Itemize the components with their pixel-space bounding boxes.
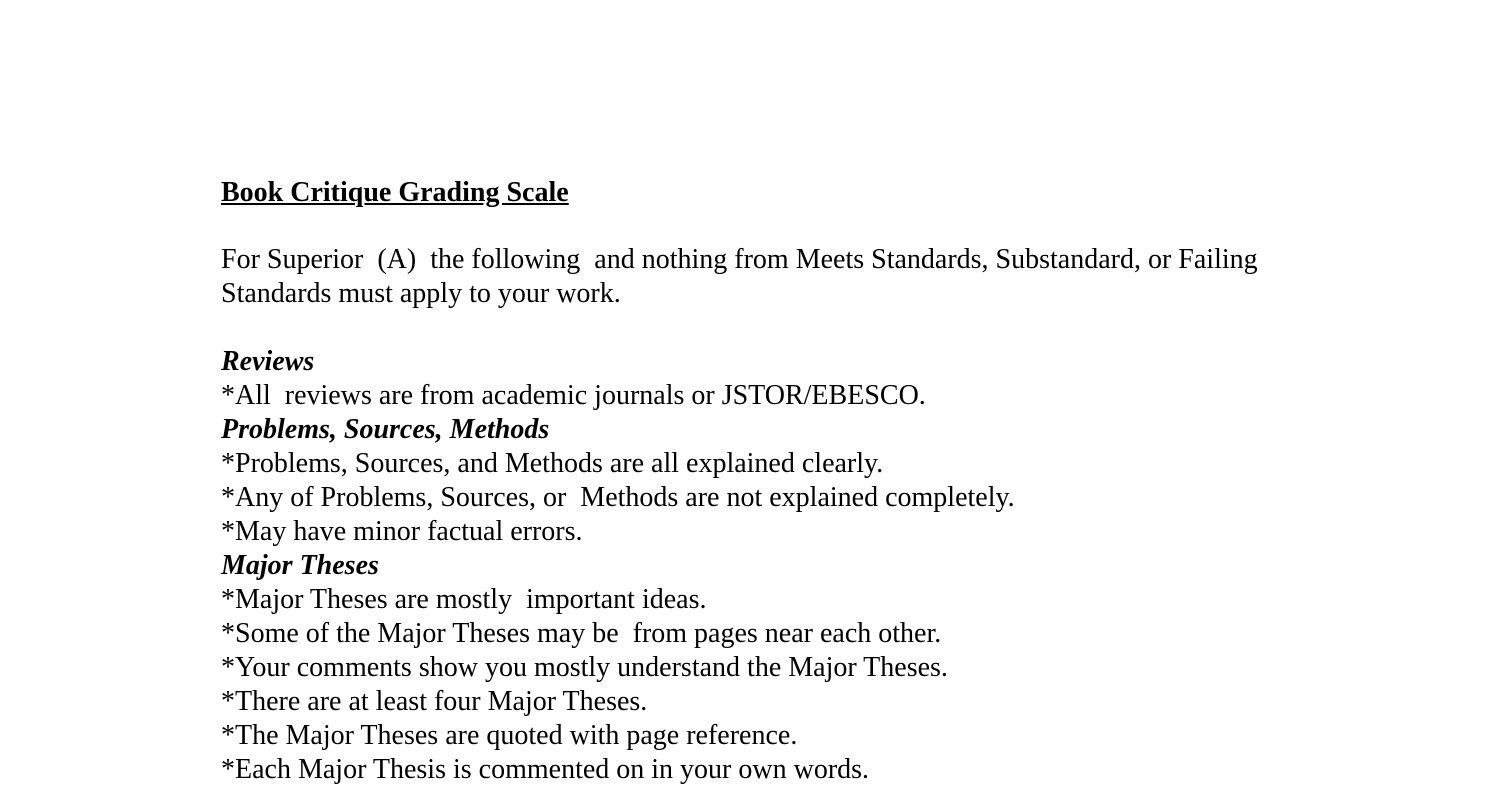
criteria-item: *Any of Problems, Sources, or Methods are not explained completely. bbox=[221, 482, 1015, 513]
criteria-item: *The Major Theses are quoted with page reference. bbox=[221, 720, 798, 751]
document-content bbox=[221, 176, 1341, 787]
section-problems-sources-methods bbox=[221, 413, 1341, 549]
criteria-item: *Problems, Sources, and Methods are all explained clearly. bbox=[221, 448, 884, 479]
criteria-item: *All reviews are from academic journals or JSTOR/EBESCO. bbox=[221, 380, 926, 411]
criteria-item: *Your comments show you mostly understand the Major Theses. bbox=[221, 652, 948, 683]
section-heading: Major Theses bbox=[221, 550, 379, 581]
criteria-item: *Each Major Thesis is commented on in your own words. bbox=[221, 754, 870, 785]
criteria-item: *There are at least four Major Theses. bbox=[221, 686, 648, 717]
section-heading: Reviews bbox=[221, 346, 315, 377]
criteria-item: *Some of the Major Theses may be from pages near each other. bbox=[221, 618, 942, 649]
criteria-sections bbox=[221, 345, 1341, 787]
section-reviews bbox=[221, 345, 1341, 413]
criteria-item: *Major Theses are mostly important ideas. bbox=[221, 584, 707, 615]
document-title: Book Critique Grading Scale bbox=[221, 177, 569, 208]
section-major-theses bbox=[221, 549, 1341, 787]
section-heading: Problems, Sources, Methods bbox=[221, 414, 550, 445]
intro-paragraph: For Superior (A) the following and nothing from Meets Standards, Substandard, or Failing Standards must apply to your work. bbox=[221, 244, 1265, 309]
criteria-item: *May have minor factual errors. bbox=[221, 516, 583, 547]
